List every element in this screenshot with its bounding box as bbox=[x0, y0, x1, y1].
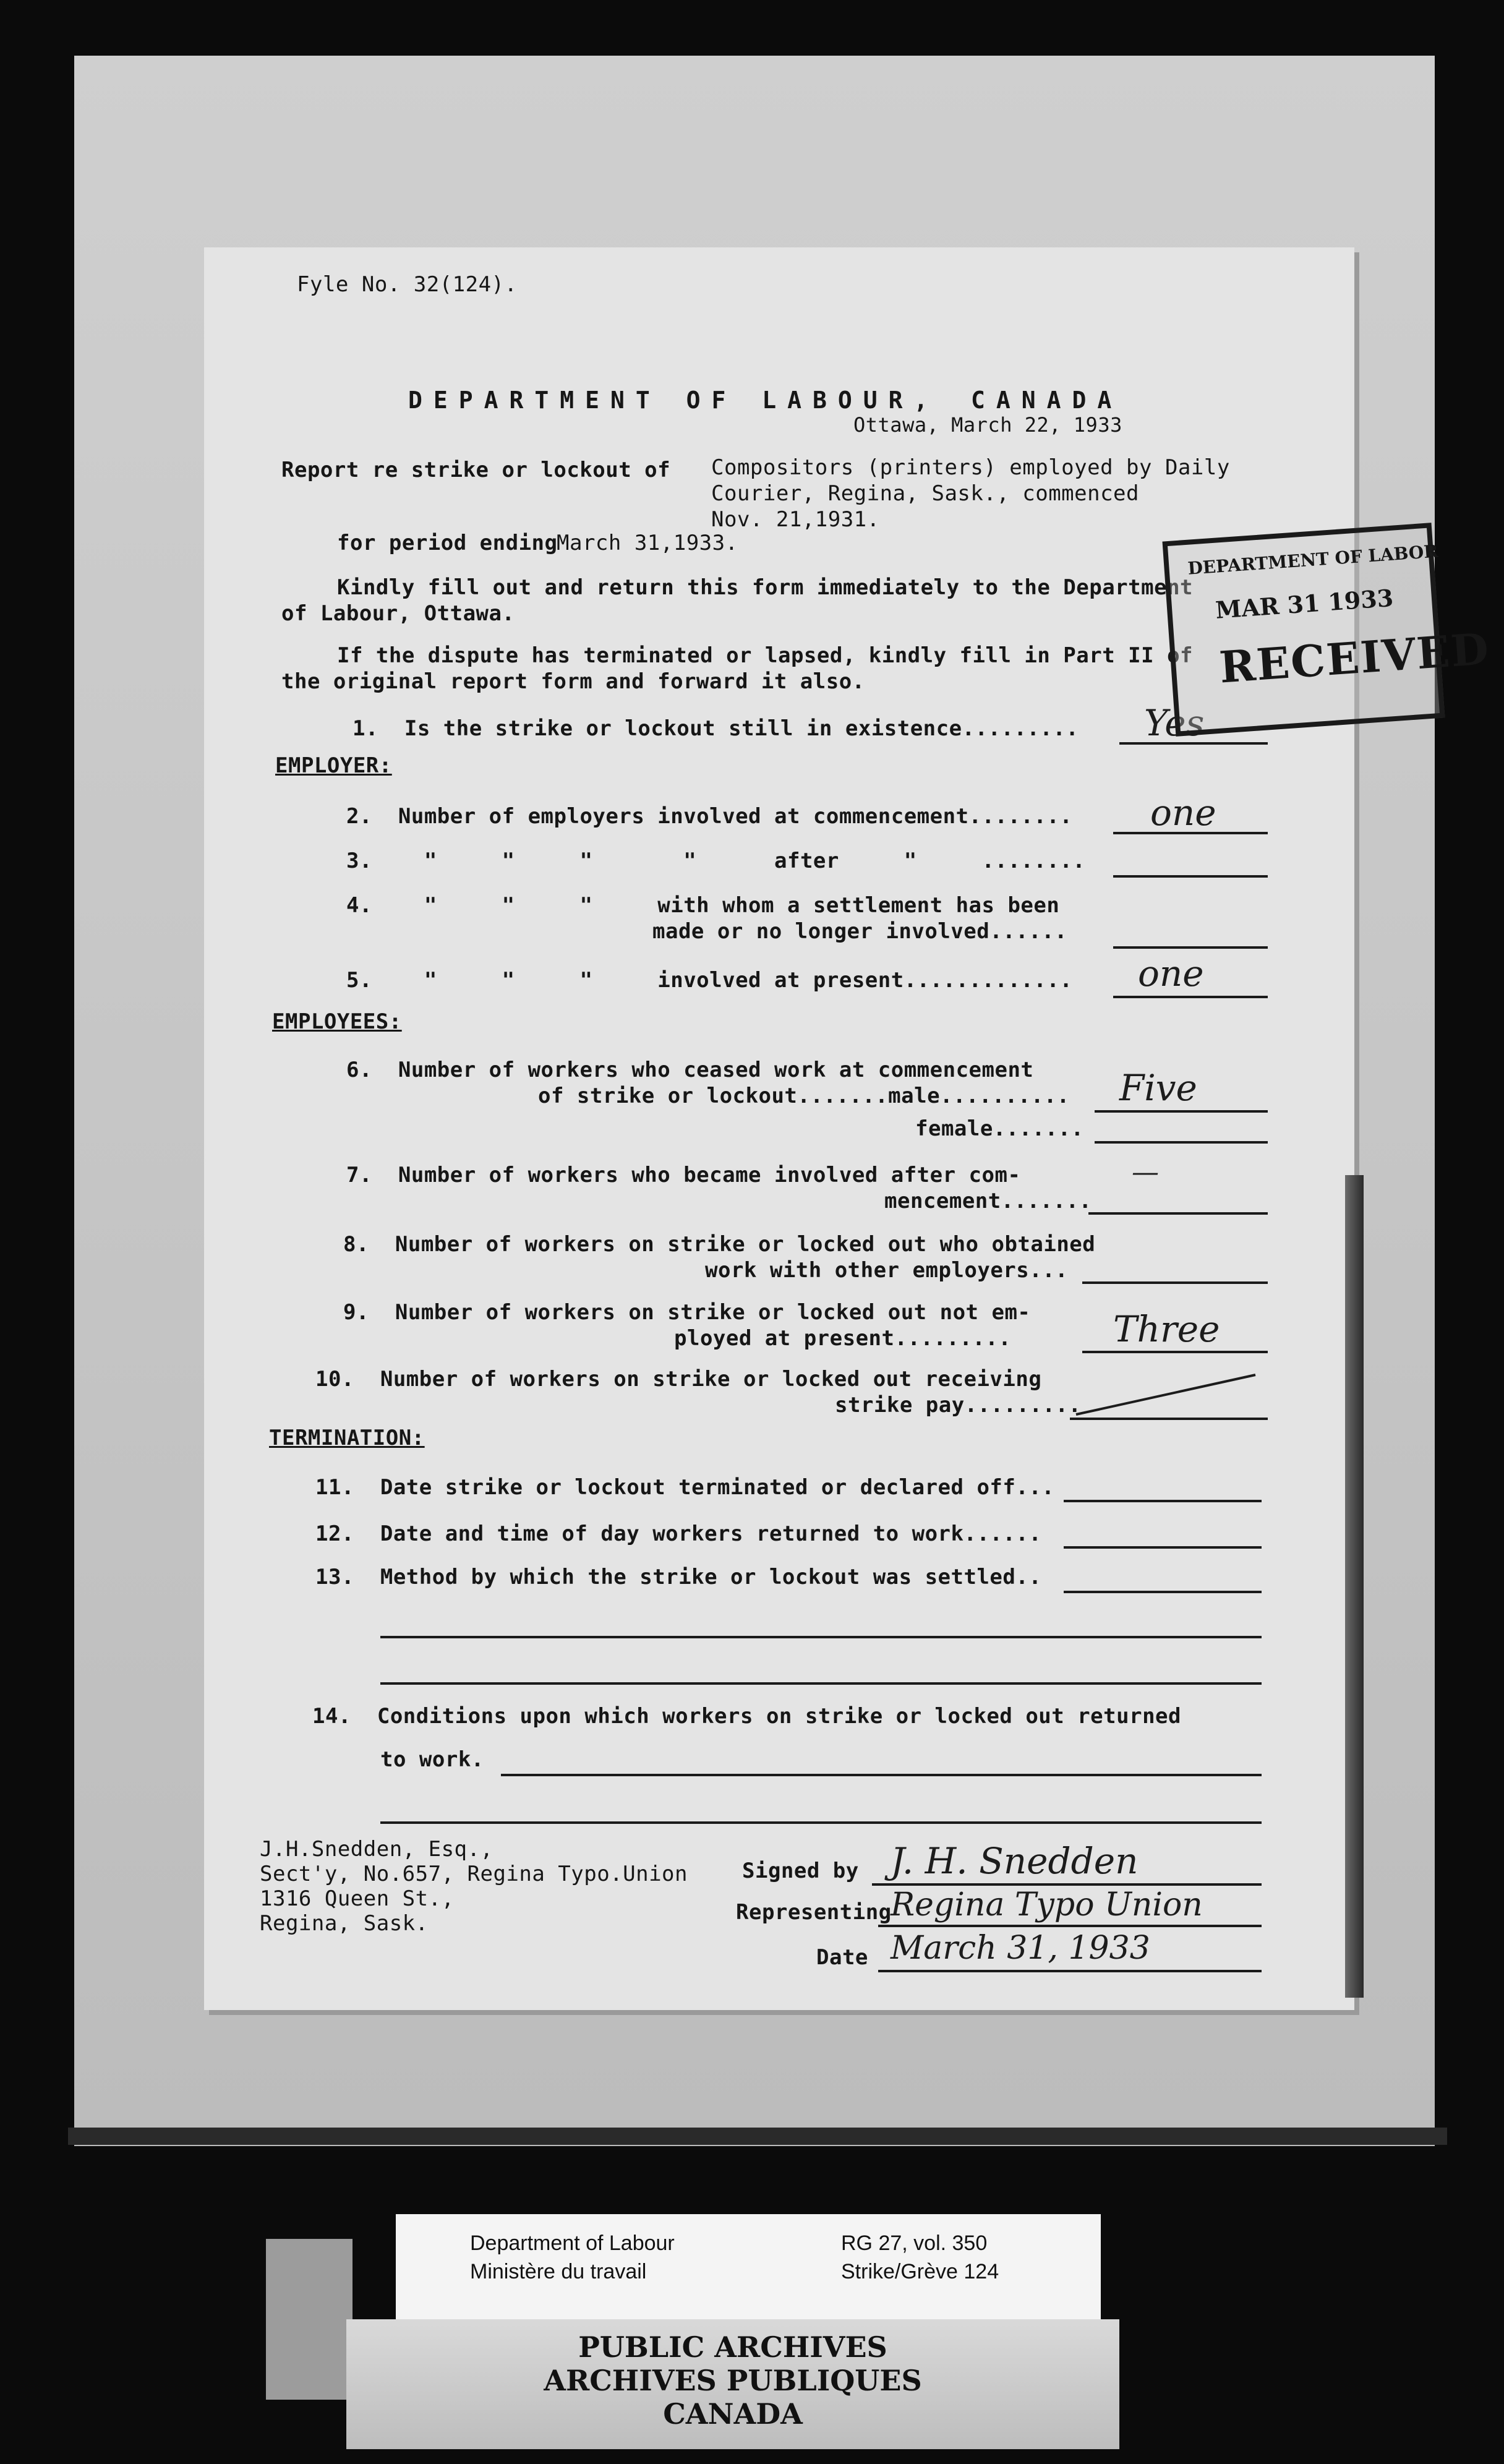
question-6b: of strike or lockout.......male.......... bbox=[538, 1084, 1070, 1108]
instruction-2b: the original report form and forward it also. bbox=[281, 669, 865, 694]
answer-6-male: Five bbox=[1119, 1067, 1197, 1109]
answer-line-14 bbox=[501, 1774, 1262, 1776]
question-8a: 8. Number of workers on strike or locked out who obtained bbox=[343, 1232, 1096, 1257]
answer-9: Three bbox=[1113, 1308, 1220, 1350]
answer-line-4 bbox=[1113, 946, 1268, 949]
question-7a: 7. Number of workers who became involved after com- bbox=[346, 1163, 1021, 1187]
label-ref-1: RG 27, vol. 350 bbox=[841, 2231, 988, 2255]
signed-by-label: Signed by bbox=[742, 1859, 859, 1883]
answer-line-12 bbox=[1064, 1546, 1262, 1549]
question-13: 13. Method by which the strike or lockout was settled.. bbox=[315, 1565, 1042, 1589]
address-line-3: 1316 Queen St., bbox=[260, 1886, 455, 1911]
department-title: DEPARTMENT OF LABOUR, bbox=[408, 387, 939, 414]
answer-line-13c bbox=[380, 1682, 1262, 1685]
department-title-suffix: CANADA bbox=[971, 387, 1123, 414]
question-6c: female....... bbox=[915, 1116, 1084, 1141]
strike-report-form bbox=[204, 247, 1492, 2010]
date-label: Date bbox=[816, 1945, 868, 1970]
address-line-2: Sect'y, No.657, Regina Typo.Union bbox=[260, 1862, 688, 1886]
question-10a: 10. Number of workers on strike or locked out receiving bbox=[315, 1367, 1042, 1392]
period-label: for period ending bbox=[337, 531, 558, 555]
plate-archives-publiques: ARCHIVES PUBLIQUES bbox=[544, 2364, 922, 2397]
archive-reference-label bbox=[396, 2214, 1101, 2319]
answer-line-8 bbox=[1082, 1281, 1268, 1284]
question-6a: 6. Number of workers who ceased work at commencement bbox=[346, 1058, 1034, 1082]
file-number: Fyle No. 32(124). bbox=[297, 272, 518, 297]
question-14b: to work. bbox=[380, 1747, 484, 1772]
report-subject-line-1: Compositors (printers) employed by Daily bbox=[711, 455, 1230, 480]
answer-line-6-female bbox=[1095, 1141, 1268, 1144]
report-prefix: Report re strike or lockout of bbox=[281, 458, 671, 482]
instruction-1a: Kindly fill out and return this form immediately to the Department bbox=[337, 575, 1194, 600]
question-12: 12. Date and time of day workers returned to work...... bbox=[315, 1521, 1042, 1546]
answer-5: one bbox=[1138, 952, 1204, 995]
answer-line-3 bbox=[1113, 875, 1268, 878]
plate-public-archives: PUBLIC ARCHIVES bbox=[578, 2330, 887, 2364]
termination-heading: TERMINATION: bbox=[269, 1426, 425, 1450]
public-archives-plate bbox=[346, 2319, 1119, 2449]
question-4b: made or no longer involved...... bbox=[652, 919, 1068, 944]
place-date: Ottawa, March 22, 1933 bbox=[853, 413, 1122, 437]
representing-label: Representing bbox=[736, 1900, 892, 1925]
stamp-date: MAR 31 1933 bbox=[1214, 583, 1395, 624]
label-dept-fr: Ministère du travail bbox=[470, 2260, 647, 2283]
representing-line bbox=[878, 1925, 1262, 1927]
answer-line-6-male bbox=[1095, 1110, 1268, 1113]
address-line-4: Regina, Sask. bbox=[260, 1911, 429, 1936]
stamp-department: DEPARTMENT OF LABOR bbox=[1187, 541, 1439, 579]
question-10b: strike pay......... bbox=[835, 1393, 1082, 1418]
answer-line-11 bbox=[1064, 1500, 1262, 1502]
employees-heading: EMPLOYEES: bbox=[272, 1009, 402, 1034]
stamp-received: RECEIVED bbox=[1218, 623, 1492, 693]
report-subject-line-3: Nov. 21,1931. bbox=[711, 507, 880, 532]
question-8b: work with other employers... bbox=[705, 1258, 1069, 1283]
answer-line-13b bbox=[380, 1636, 1262, 1638]
plate-canada: CANADA bbox=[663, 2397, 803, 2431]
answer-line-9 bbox=[1082, 1351, 1268, 1353]
question-5: 5. " " " involved at present............. bbox=[346, 968, 1073, 993]
answer-line-13 bbox=[1064, 1591, 1262, 1593]
question-2: 2. Number of employers involved at commencement........ bbox=[346, 804, 1073, 829]
signature: J. H. Snedden bbox=[891, 1840, 1139, 1882]
date-line bbox=[878, 1970, 1262, 1972]
period-value: March 31,1933. bbox=[557, 531, 738, 555]
received-stamp bbox=[1163, 523, 1492, 737]
question-1: 1. Is the strike or lockout still in existence......... bbox=[352, 716, 1079, 741]
employer-heading: EMPLOYER: bbox=[275, 753, 392, 778]
address-line-1: J.H.Snedden, Esq., bbox=[260, 1837, 494, 1862]
signature-line bbox=[872, 1883, 1262, 1886]
board-edge bbox=[68, 2128, 1447, 2145]
answer-line-14b bbox=[380, 1821, 1262, 1824]
question-14a: 14. Conditions upon which workers on strike or locked out returned bbox=[312, 1704, 1181, 1729]
answer-line-7 bbox=[1088, 1212, 1268, 1215]
question-4a: 4. " " " with whom a settlement has been bbox=[346, 893, 1060, 918]
answer-line-5 bbox=[1113, 996, 1268, 998]
representing-value: Regina Typo Union bbox=[891, 1886, 1203, 1923]
question-11: 11. Date strike or lockout terminated or declared off... bbox=[315, 1475, 1055, 1500]
answer-10-dash bbox=[1070, 1370, 1268, 1419]
question-9a: 9. Number of workers on strike or locked out not em- bbox=[343, 1300, 1031, 1325]
label-dept-en: Department of Labour bbox=[470, 2231, 675, 2255]
date-value: March 31, 1933 bbox=[891, 1930, 1150, 1967]
question-9b: ployed at present......... bbox=[674, 1326, 1012, 1351]
archive-tab bbox=[266, 2239, 352, 2400]
label-ref-2: Strike/Grève 124 bbox=[841, 2260, 999, 2283]
report-subject-line-2: Courier, Regina, Sask., commenced bbox=[711, 481, 1140, 506]
sheet-curl-shadow bbox=[1345, 1175, 1364, 1998]
instruction-1b: of Labour, Ottawa. bbox=[281, 601, 515, 626]
answer-1: Yes bbox=[1144, 702, 1205, 744]
question-3: 3. " " " " after " ........ bbox=[346, 849, 1086, 873]
answer-7: — bbox=[1132, 1157, 1159, 1188]
answer-2: one bbox=[1150, 792, 1216, 834]
instruction-2a: If the dispute has terminated or lapsed, kindly fill in Part II of bbox=[337, 643, 1194, 668]
question-7b: mencement....... bbox=[884, 1189, 1092, 1213]
